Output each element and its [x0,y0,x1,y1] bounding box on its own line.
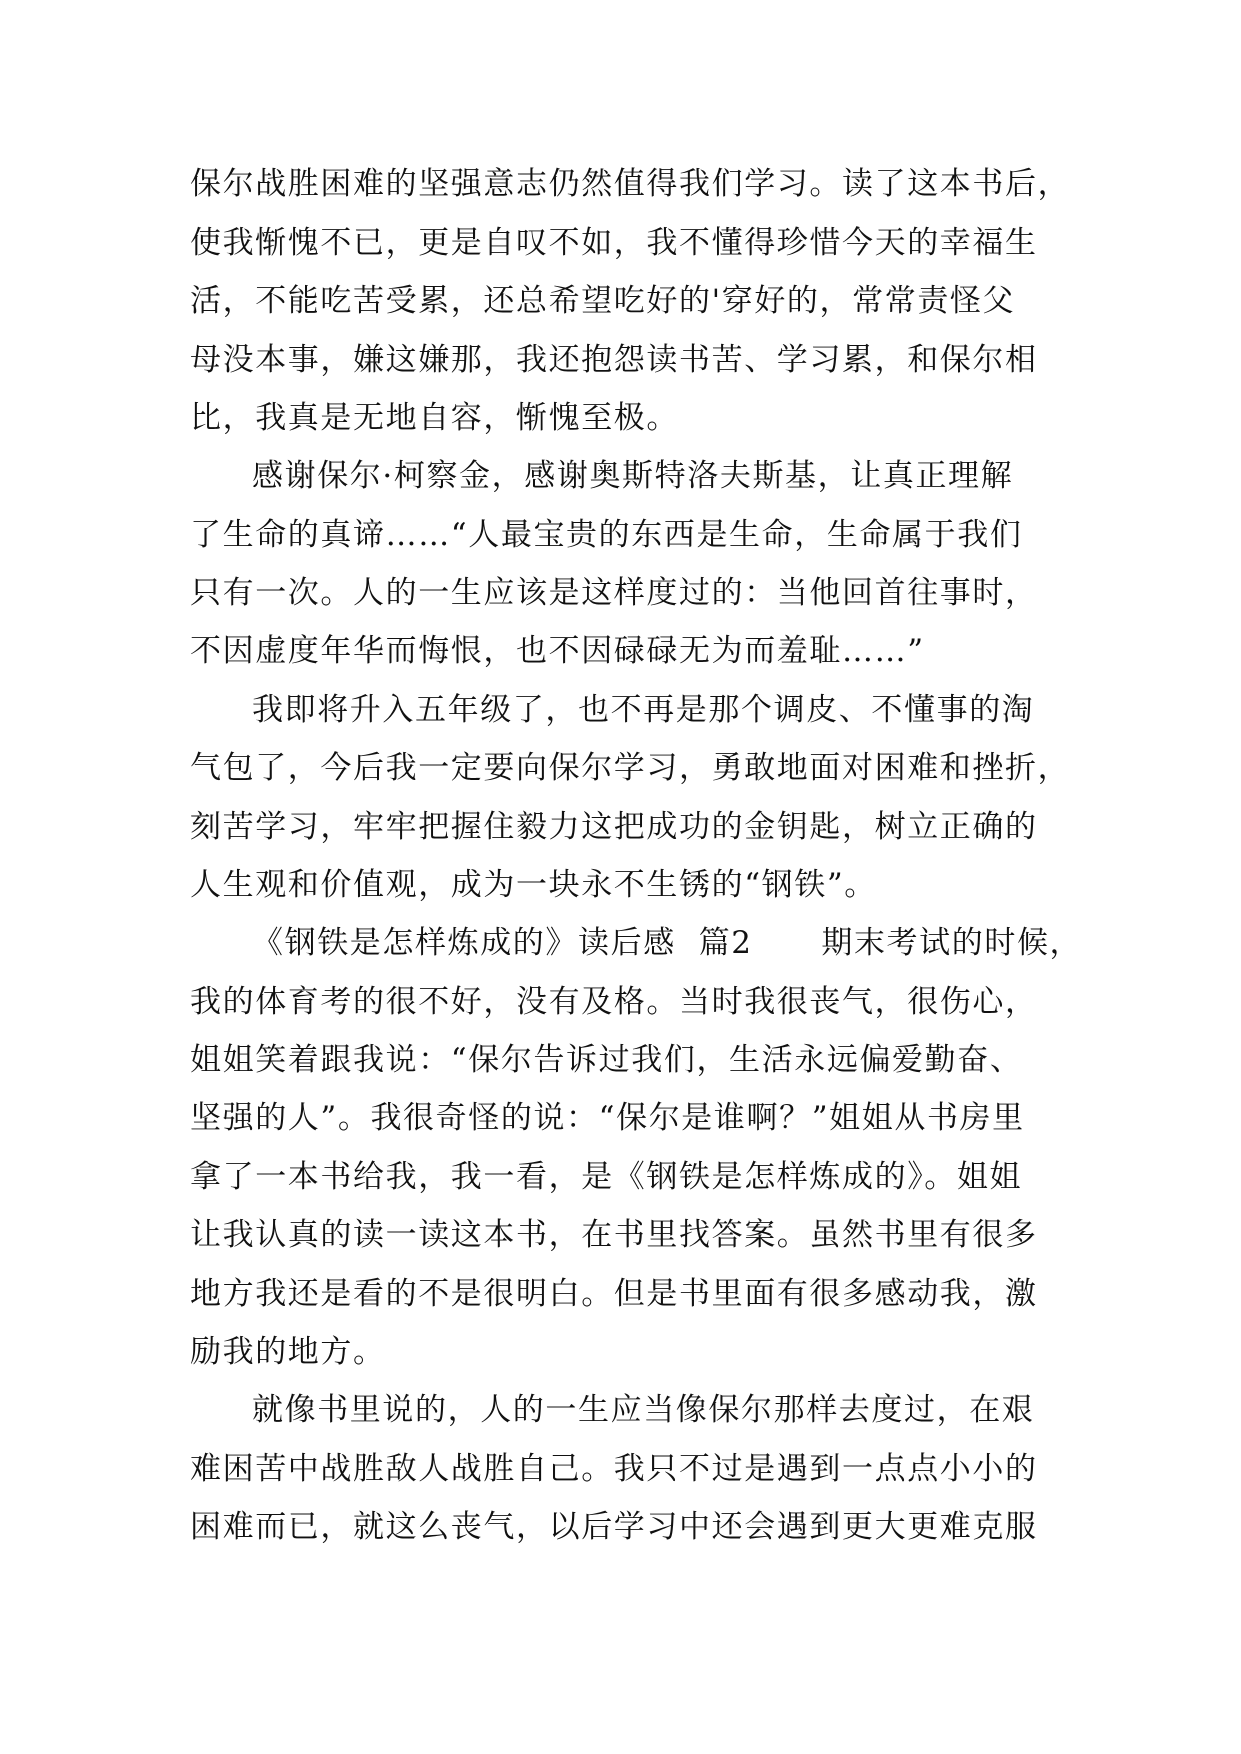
text-line: 我即将升入五年级了，也不再是那个调皮、不懂事的淘 [252,692,1035,728]
text-line: 只有一次。人的一生应该是这样度过的：当他回首往事时， [190,575,1038,611]
text-line: 难困苦中战胜敌人战胜自己。我只不过是遇到一点点小小的 [190,1451,1038,1487]
text-line: 活，不能吃苦受累，还总希望吃好的'穿好的，常常责怪父 [190,283,1016,319]
text-line: 气包了，今后我一定要向保尔学习，勇敢地面对困难和挫折， [190,750,1071,786]
text-line: 姐姐笑着跟我说：“保尔告诉过我们，生活永远偏爱勤奋、 [190,1042,1023,1078]
text-line: 我的体育考的很不好，没有及格。当时我很丧气，很伤心， [190,984,1038,1020]
text-line: 比，我真是无地自容，惭愧至极。 [190,400,679,436]
text-line: 感谢保尔·柯察金，感谢奥斯特洛夫斯基，让真正理解 [252,458,1014,494]
text-line: 不因虚度年华而悔恨，也不因碌碌无为而羞耻……” [190,633,925,669]
text-line: 《钢铁是怎样炼成的》读后感 篇2 期末考试的时候， [252,925,1083,961]
text-line: 人生观和价值观，成为一块永不生锈的“钢铁”。 [190,867,877,903]
text-line: 坚强的人”。我很奇怪的说：“保尔是谁啊？”姐姐从书房里 [190,1100,1025,1136]
text-line: 使我惭愧不已，更是自叹不如，我不懂得珍惜今天的幸福生 [190,225,1038,261]
text-line: 地方我还是看的不是很明白。但是书里面有很多感动我，激 [190,1276,1038,1312]
text-line: 保尔战胜困难的坚强意志仍然值得我们学习。读了这本书后， [190,166,1071,202]
text-line: 了生命的真谛……“人最宝贵的东西是生命，生命属于我们 [190,517,1023,553]
text-line: 励我的地方。 [190,1334,386,1370]
text-line: 困难而已，就这么丧气，以后学习中还会遇到更大更难克服 [190,1509,1038,1545]
text-line: 拿了一本书给我，我一看，是《钢铁是怎样炼成的》。姐姐 [190,1159,1023,1195]
text-line: 母没本事，嫌这嫌那，我还抱怨读书苦、学习累，和保尔相 [190,342,1038,378]
text-line: 就像书里说的，人的一生应当像保尔那样去度过，在艰 [252,1392,1035,1428]
text-line: 刻苦学习，牢牢把握住毅力这把成功的金钥匙，树立正确的 [190,809,1038,845]
text-line: 让我认真的读一读这本书，在书里找答案。虽然书里有很多 [190,1217,1038,1253]
